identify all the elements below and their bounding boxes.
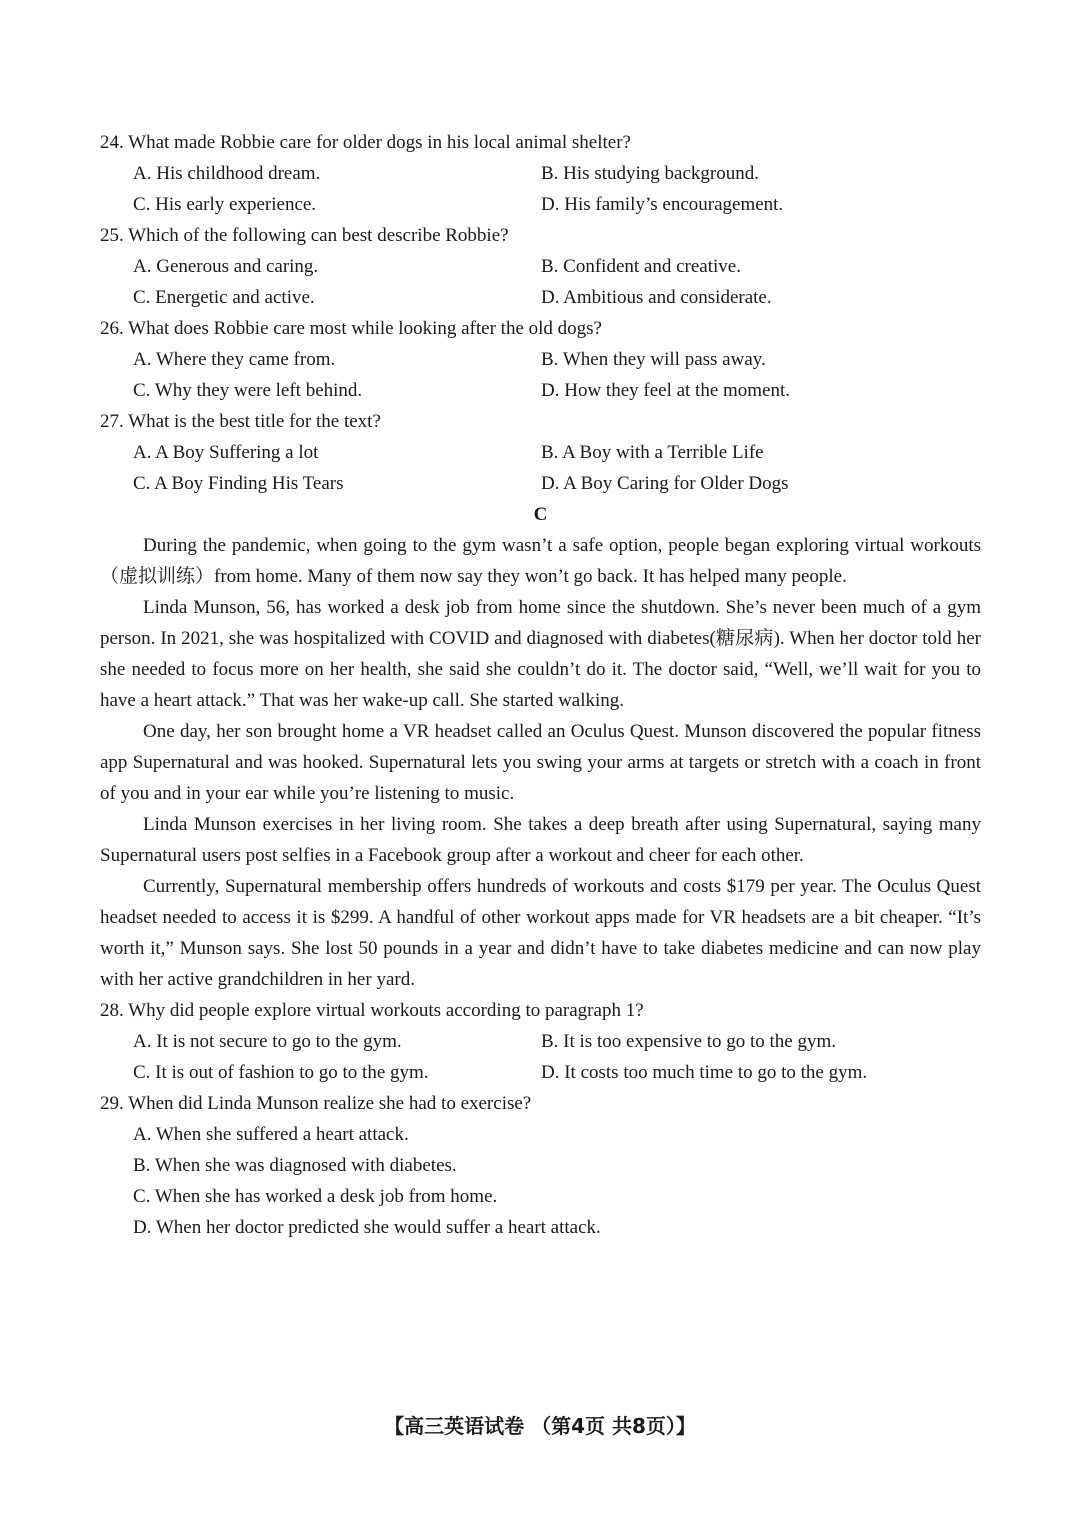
option-d: D. It costs too much time to go to the gym.: [541, 1062, 868, 1083]
option-a: A. Generous and caring.: [133, 256, 319, 277]
question-28-stem: 28. Why did people explore virtual workouts according to paragraph 1?: [100, 1000, 644, 1021]
option-a: A. When she suffered a heart attack.: [133, 1124, 409, 1145]
option-d: D. A Boy Caring for Older Dogs: [541, 473, 789, 494]
question-26-options-row-1: [100, 344, 981, 375]
option-b: B. His studying background.: [541, 163, 759, 184]
option-a: A. Where they came from.: [133, 349, 336, 370]
option-c: C. A Boy Finding His Tears: [133, 473, 344, 494]
section-heading: C: [533, 504, 548, 525]
question-24-options-row-1: [100, 158, 981, 189]
option-c: C. Why they were left behind.: [133, 380, 363, 401]
option-b: B. When they will pass away.: [541, 349, 766, 370]
option-c: C. Energetic and active.: [133, 287, 315, 308]
option-c: C. His early experience.: [133, 194, 317, 215]
passage-paragraph-3: One day, her son brought home a VR headset called an Oculus Quest. Munson discovered the popular fitness app Supernatural and was hooked. Supernatural lets you swing your arms at targets or stretch with a coach in front of you and in your ear while you’re listening to music.: [100, 721, 981, 804]
question-24-options-row-2: [100, 189, 981, 220]
question-28-options-row-2: [100, 1057, 981, 1088]
option-d: D. When her doctor predicted she would suffer a heart attack.: [133, 1217, 601, 1238]
question-27-stem: 27. What is the best title for the text?: [100, 411, 381, 432]
passage-paragraph-5: Currently, Supernatural membership offers hundreds of workouts and costs $179 per year. The Oculus Quest headset needed to access it is $299. A handful of other workout apps made for VR headsets are a bit cheaper. “It’s worth it,” Munson says. She lost 50 pounds in a year and didn’t have to take diabetes medicine and can now play with her active grandchildren in her yard.: [100, 876, 981, 990]
option-a: A. His childhood dream.: [133, 163, 321, 184]
question-29-stem: 29. When did Linda Munson realize she had to exercise?: [100, 1093, 532, 1114]
question-27-options-row-1: [100, 437, 981, 468]
passage-paragraph-2: Linda Munson, 56, has worked a desk job from home since the shutdown. She’s never been much of a gym person. In 2021, she was hospitalized with COVID and diagnosed with diabetes(糖尿病). When her doctor told her she needed to focus more on her health, she said she couldn’t do it. The doctor said, “Well, we’ll wait for you to have a heart attack.” That was her wake-up call. She started walking.: [100, 597, 981, 711]
question-27-options-row-2: [100, 468, 981, 499]
question-24-stem: 24. What made Robbie care for older dogs in his local animal shelter?: [100, 132, 631, 153]
question-25-stem: 25. Which of the following can best describe Robbie?: [100, 225, 509, 246]
option-b: B. When she was diagnosed with diabetes.: [133, 1155, 457, 1176]
option-c: C. When she has worked a desk job from home.: [133, 1186, 498, 1207]
option-d: D. His family’s encouragement.: [541, 194, 784, 215]
question-28-options-row-1: [100, 1026, 981, 1057]
option-a: A. It is not secure to go to the gym.: [133, 1031, 402, 1052]
exam-page: [100, 127, 981, 1243]
option-b: B. Confident and creative.: [541, 256, 741, 277]
page-footer: 【高三英语试卷 （第4页 共8页）】: [384, 1414, 696, 1438]
option-b: B. It is too expensive to go to the gym.: [541, 1031, 837, 1052]
question-25-options-row-2: [100, 282, 981, 313]
passage-paragraph-4: Linda Munson exercises in her living room. She takes a deep breath after using Supernatural, saying many Supernatural users post selfies in a Facebook group after a workout and cheer for each other.: [100, 814, 981, 866]
question-26-stem: 26. What does Robbie care most while looking after the old dogs?: [100, 318, 602, 339]
question-26-options-row-2: [100, 375, 981, 406]
option-d: D. Ambitious and considerate.: [541, 287, 772, 308]
option-b: B. A Boy with a Terrible Life: [541, 442, 764, 463]
option-d: D. How they feel at the moment.: [541, 380, 791, 401]
option-c: C. It is out of fashion to go to the gym.: [133, 1062, 429, 1083]
option-a: A. A Boy Suffering a lot: [133, 442, 319, 463]
passage-paragraph-1: During the pandemic, when going to the gym wasn’t a safe option, people began exploring virtual workouts（虚拟训练）from home. Many of them now say they won’t go back. It has helped many people.: [100, 535, 981, 587]
question-25-options-row-1: [100, 251, 981, 282]
